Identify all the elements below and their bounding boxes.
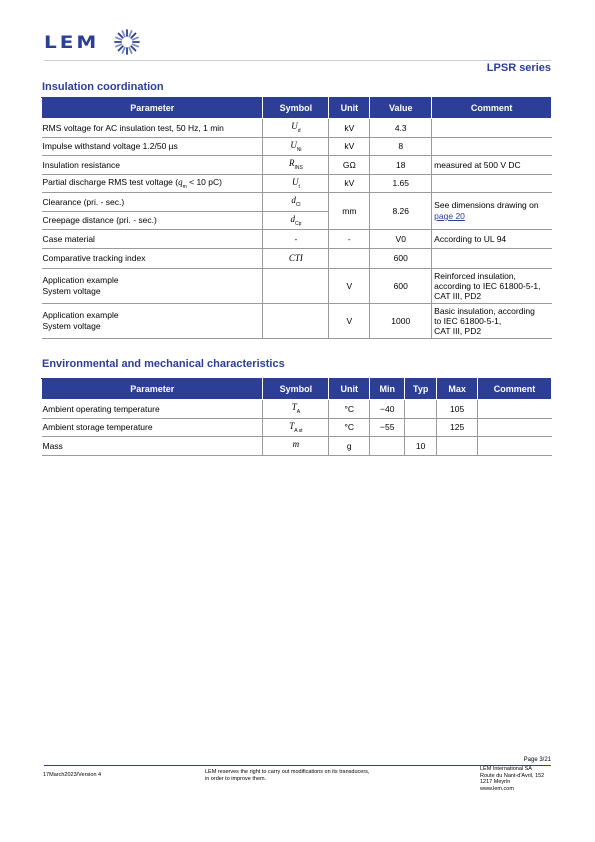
footer-notice — [205, 769, 405, 783]
cell-comment — [478, 437, 552, 456]
cell-comment: Reinforced insulation, according to IEC 61800-5-1, CAT III, PD2 — [432, 268, 552, 303]
cell-symbol: $R_{INS}$ — [263, 156, 329, 175]
table-row — [42, 400, 552, 419]
header-rule — [44, 60, 551, 61]
table-row — [42, 418, 552, 437]
col-header-typ: Typ — [405, 379, 437, 400]
table-row — [42, 119, 552, 138]
cell-comment — [432, 119, 552, 138]
table-header-row — [42, 379, 552, 400]
cell-symbol — [263, 268, 329, 303]
cell-min: −40 — [370, 400, 405, 419]
series-title: LPSR series — [486, 62, 551, 74]
cell-max: 125 — [437, 418, 478, 437]
col-header-unit: Unit — [329, 98, 370, 119]
cell-comment: measured at 500 V DC — [432, 156, 552, 175]
cell-parameter: Application example System voltage — [42, 303, 263, 338]
insulation-section-title: Insulation coordination — [42, 81, 164, 93]
cell-value: 4.3 — [370, 119, 432, 138]
sunburst-icon — [113, 28, 141, 56]
cell-unit: kV — [329, 137, 370, 156]
table-row — [42, 137, 552, 156]
cell-parameter: RMS voltage for AC insulation test, 50 Hz, 1 min — [42, 119, 263, 138]
cell-symbol: $U_d$ — [263, 119, 329, 138]
lem-logo — [44, 28, 141, 56]
cell-symbol: $T_A$ — [263, 400, 329, 419]
cell-symbol: CTI — [263, 248, 329, 268]
footer-notice-line: in order to improve them. — [205, 776, 267, 782]
cell-value: V0 — [370, 230, 432, 249]
cell-value: 8.26 — [370, 193, 432, 230]
table-row — [42, 437, 552, 456]
table-row — [42, 268, 552, 303]
cell-comment — [432, 174, 552, 193]
col-header-min: Min — [370, 379, 405, 400]
cell-unit: mm — [329, 193, 370, 230]
cell-unit: kV — [329, 119, 370, 138]
cell-unit: kV — [329, 174, 370, 193]
footer-web-link[interactable]: www.lem.com — [480, 785, 514, 792]
footer-date-version: 17March2023/Version 4 — [43, 772, 102, 778]
page-20-link[interactable]: page 20 — [434, 211, 465, 221]
cell-symbol — [263, 303, 329, 338]
footer-notice-line: LEM reserves the right to carry out modifications on its transducers, — [205, 769, 370, 775]
footer-street: Route du Nant-d'Avril, 152 — [480, 772, 545, 779]
cell-parameter: Ambient operating temperature — [42, 400, 263, 419]
cell-unit: GΩ — [329, 156, 370, 175]
cell-symbol: m — [263, 437, 329, 456]
col-header-comment: Comment — [478, 379, 552, 400]
cell-value: 600 — [370, 248, 432, 268]
table-row — [42, 230, 552, 249]
cell-parameter: Creepage distance (pri. - sec.) — [42, 211, 263, 230]
cell-value: 1.65 — [370, 174, 432, 193]
col-header-comment: Comment — [432, 98, 552, 119]
cell-unit: g — [329, 437, 370, 456]
col-header-parameter: Parameter — [42, 379, 263, 400]
table-row — [42, 248, 552, 268]
cell-comment — [432, 137, 552, 156]
cell-comment — [478, 400, 552, 419]
cell-parameter: Mass — [42, 437, 263, 456]
table-row — [42, 193, 552, 212]
col-header-value: Value — [370, 98, 432, 119]
table-header-row — [42, 98, 552, 119]
cell-symbol: $U_{Ni}$ — [263, 137, 329, 156]
footer-city: 1217 Meyrin — [480, 779, 511, 785]
col-header-symbol: Symbol — [263, 98, 329, 119]
cell-symbol: $U_t$ — [263, 174, 329, 193]
cell-comment: See dimensions drawing on page 20 — [432, 193, 552, 230]
cell-parameter: Impulse withstand voltage 1.2/50 µs — [42, 137, 263, 156]
cell-comment: Basic insulation, according to IEC 61800-5-1, CAT III, PD2 — [432, 303, 552, 338]
cell-unit — [329, 248, 370, 268]
cell-comment — [478, 418, 552, 437]
cell-parameter: Clearance (pri. - sec.) — [42, 193, 263, 212]
logo-text: LEM — [44, 31, 100, 53]
cell-unit: °C — [329, 418, 370, 437]
cell-min — [370, 437, 405, 456]
cell-unit: V — [329, 303, 370, 338]
page-number: Page 3/21 — [523, 757, 551, 763]
footer-address — [480, 766, 544, 792]
cell-comment — [432, 248, 552, 268]
cell-parameter: Ambient storage temperature — [42, 418, 263, 437]
cell-unit: V — [329, 268, 370, 303]
col-header-symbol: Symbol — [263, 379, 329, 400]
cell-parameter: Application example System voltage — [42, 268, 263, 303]
cell-value: 1000 — [370, 303, 432, 338]
cell-min: −55 — [370, 418, 405, 437]
cell-typ — [405, 418, 437, 437]
cell-comment: According to UL 94 — [432, 230, 552, 249]
cell-typ — [405, 400, 437, 419]
cell-symbol: $d_{Cl}$ — [263, 193, 329, 212]
footer-rule — [44, 765, 551, 766]
cell-typ: 10 — [405, 437, 437, 456]
table-row — [42, 156, 552, 175]
cell-unit: - — [329, 230, 370, 249]
insulation-table — [41, 97, 552, 339]
cell-value: 18 — [370, 156, 432, 175]
cell-parameter: Insulation resistance — [42, 156, 263, 175]
col-header-unit: Unit — [329, 379, 370, 400]
footer-company: LEM International SA — [480, 766, 532, 772]
cell-symbol: $T_{A st}$ — [263, 418, 329, 437]
col-header-parameter: Parameter — [42, 98, 263, 119]
cell-value: 600 — [370, 268, 432, 303]
cell-max: 105 — [437, 400, 478, 419]
cell-symbol: - — [263, 230, 329, 249]
table-row — [42, 174, 552, 193]
cell-parameter: Case material — [42, 230, 263, 249]
environment-section-title: Environmental and mechanical characteristics — [42, 358, 285, 370]
col-header-max: Max — [437, 379, 478, 400]
environment-table — [41, 378, 552, 456]
cell-max — [437, 437, 478, 456]
table-row — [42, 303, 552, 338]
cell-parameter: Partial discharge RMS test voltage ($q_m < 10$ pC) — [42, 174, 263, 193]
cell-parameter: Comparative tracking index — [42, 248, 263, 268]
cell-value: 8 — [370, 137, 432, 156]
cell-unit: °C — [329, 400, 370, 419]
cell-symbol: $d_{Cp}$ — [263, 211, 329, 230]
